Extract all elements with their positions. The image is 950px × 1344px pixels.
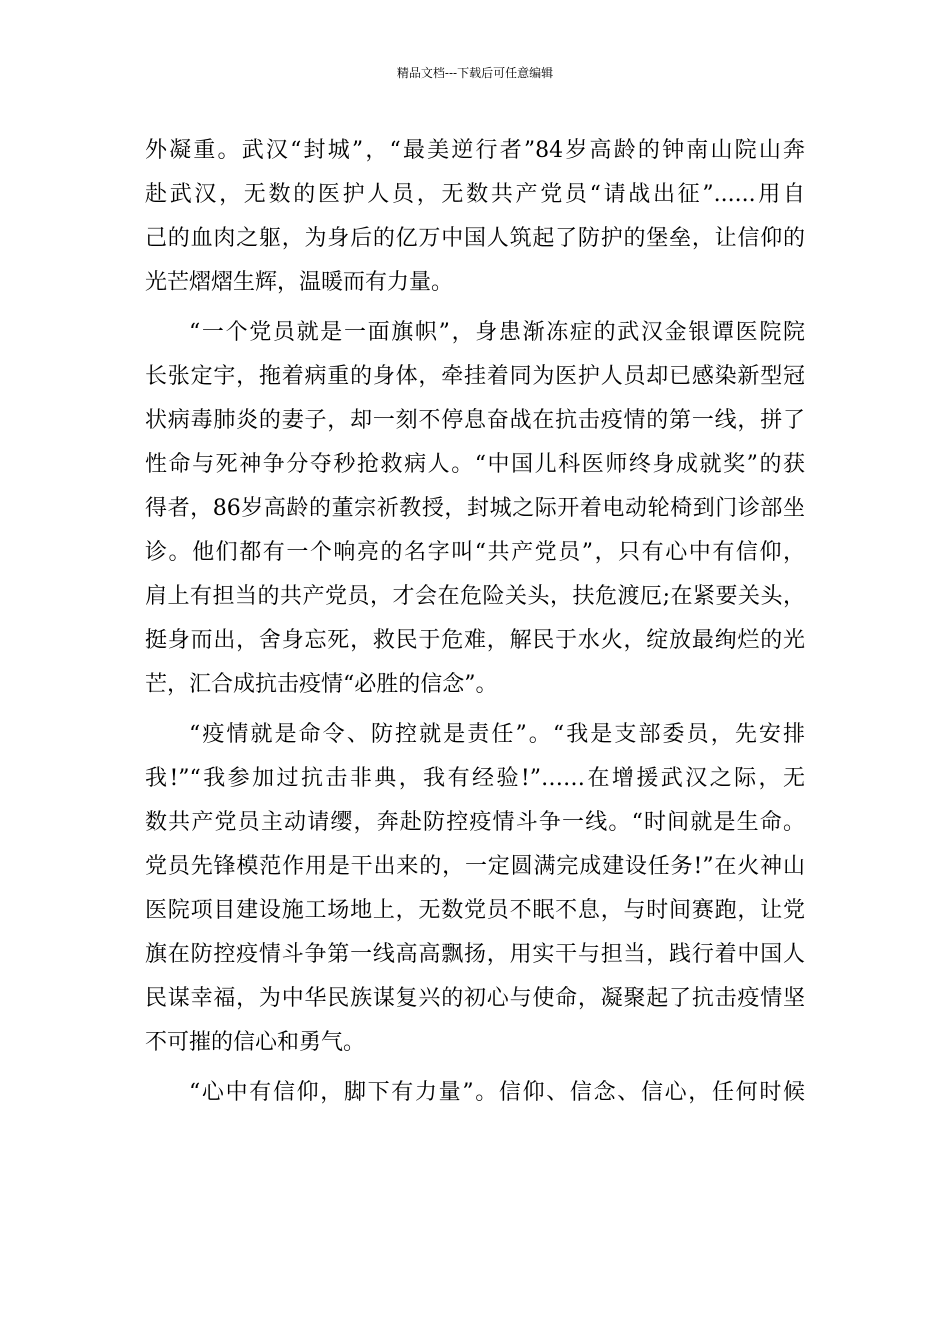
- text-line: 我!”“我参加过抗击非典，我有经验!”……在增援武汉之际，无: [145, 766, 805, 791]
- text-line: “心中有信仰，脚下有力量”。信仰、信念、信心，任何时候: [189, 1080, 805, 1105]
- text-line: 旗在防控疫情斗争第一线高高飘扬，用实干与担当，践行着中国人: [145, 942, 805, 967]
- text-line: 不可摧的信心和勇气。: [145, 1030, 366, 1055]
- text-line: 数共产党员主动请缨，奔赴防控疫情斗争一线。“时间就是生命。: [145, 810, 805, 835]
- text-line: 赴武汉，无数的医护人员，无数共产党员“请战出征”......用自: [145, 182, 805, 207]
- text-line: 长张定宇，拖着病重的身体，牵挂着同为医护人员却已感染新型冠: [145, 364, 805, 389]
- text-line: 医院项目建设施工场地上，无数党员不眠不息，与时间赛跑，让党: [145, 898, 805, 923]
- paragraph-3: [145, 713, 805, 1065]
- text-line: 性命与死神争分夺秒抢救病人。“中国儿科医师终身成就奖”的获: [145, 452, 805, 477]
- text-line: “一个党员就是一面旗帜”，身患渐冻症的武汉金银谭医院院: [189, 320, 805, 345]
- text-line: 诊。他们都有一个响亮的名字叫“共产党员”，只有心中有信仰，: [145, 540, 805, 565]
- text-line: 肩上有担当的共产党员，才会在危险关头，扶危渡厄;在紧要关头，: [145, 584, 805, 609]
- paragraph-2: [145, 311, 805, 707]
- paragraph-1: [145, 129, 805, 305]
- paragraph-4: [145, 1071, 805, 1115]
- text-line: “疫情就是命令、防控就是责任”。“我是支部委员，先安排: [189, 722, 805, 747]
- text-line: 光芒熠熠生辉，温暖而有力量。: [145, 270, 454, 295]
- text-line: 芒，汇合成抗击疫情“必胜的信念”。: [145, 672, 498, 697]
- document-body: [145, 129, 805, 1115]
- text-line: 挺身而出，舍身忘死，救民于危难，解民于水火，绽放最绚烂的光: [145, 628, 805, 653]
- text-line: 己的血肉之躯，为身后的亿万中国人筑起了防护的堡垒，让信仰的: [145, 226, 805, 251]
- text-line: 民谋幸福，为中华民族谋复兴的初心与使命，凝聚起了抗击疫情坚: [145, 986, 805, 1011]
- page-header: 精品文档---下载后可任意编辑: [396, 66, 554, 80]
- text-line: 党员先锋模范作用是干出来的，一定圆满完成建设任务!”在火神山: [145, 854, 805, 879]
- text-line: 得者，86岁高龄的董宗祈教授，封城之际开着电动轮椅到门诊部坐: [145, 496, 805, 521]
- text-line: 状病毒肺炎的妻子，却一刻不停息奋战在抗击疫情的第一线，拼了: [145, 408, 805, 433]
- text-line: 外凝重。武汉“封城”，“最美逆行者”84岁高龄的钟南山院山奔: [145, 138, 805, 163]
